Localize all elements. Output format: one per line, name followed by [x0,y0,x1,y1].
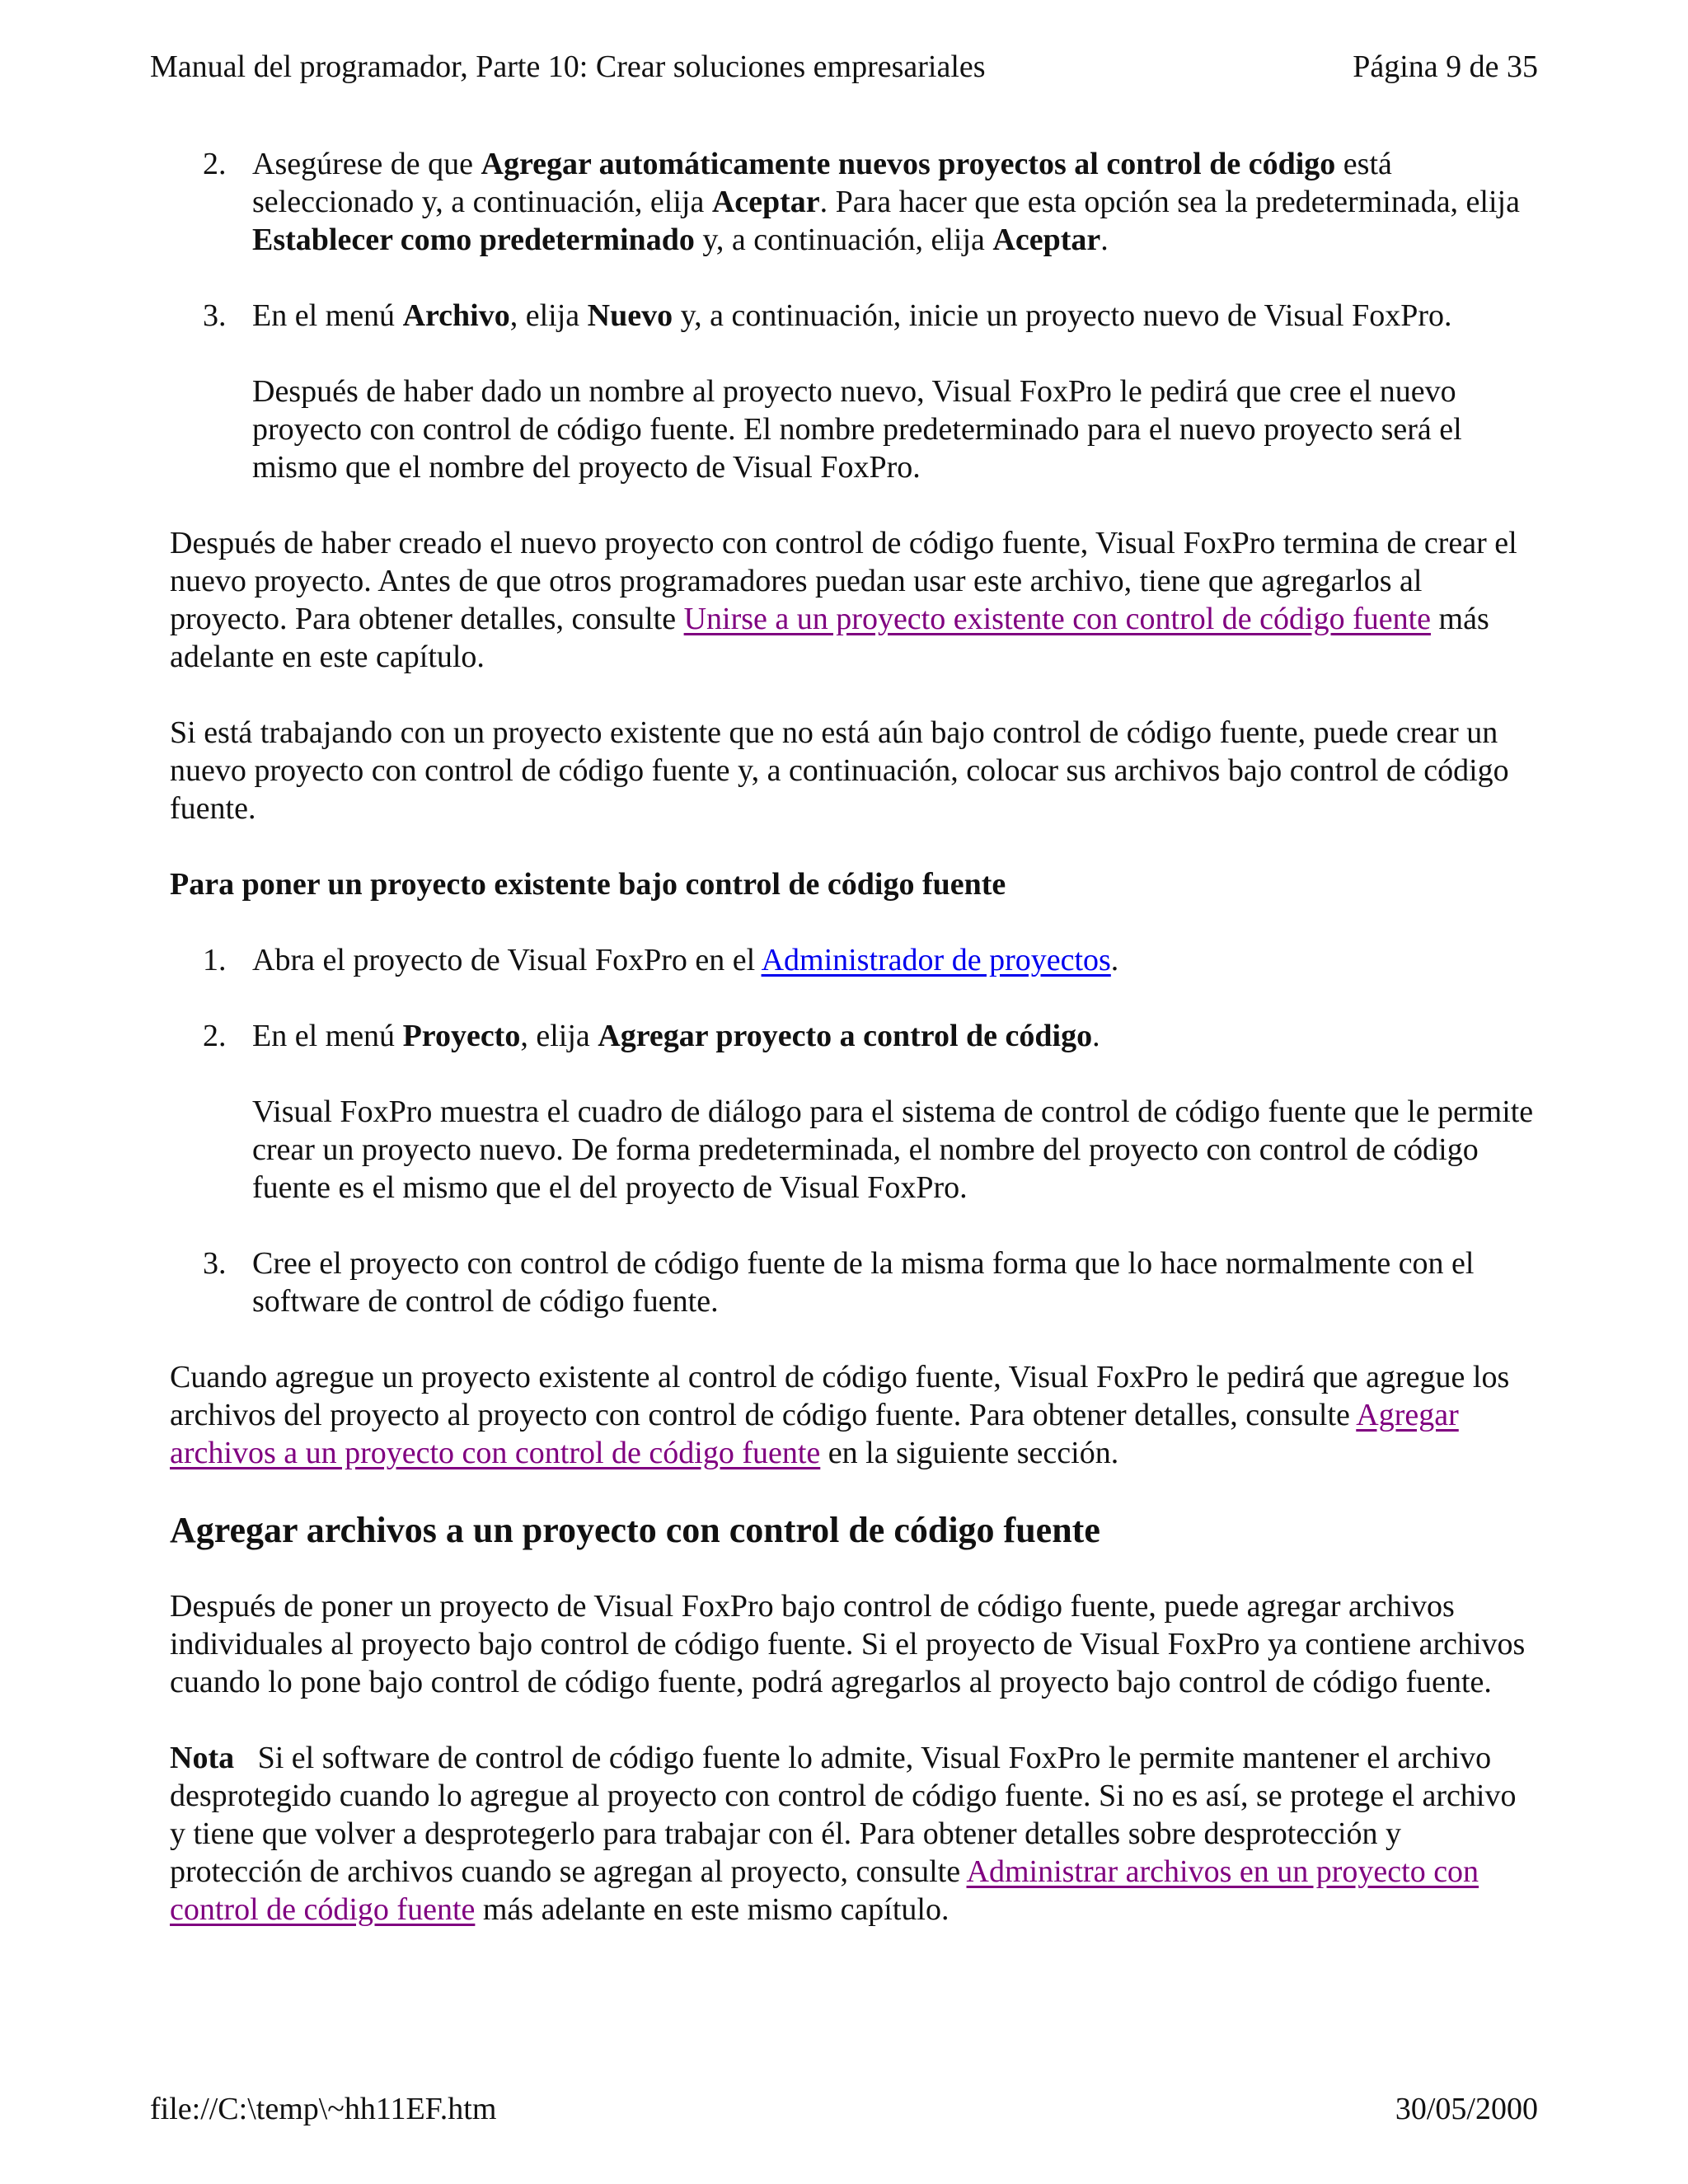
item-number: 2. [203,1019,227,1053]
steps-list-1 [170,145,1538,486]
ui-term: Agregar automáticamente nuevos proyectos al control de código [481,147,1336,181]
list-item-text: En el menú Proyecto, elija Agregar proyecto a control de código. [252,1019,1100,1053]
item-number: 1. [203,943,227,977]
file-path: file://C:\temp\~hh11EF.htm [150,2092,497,2126]
list-item [170,145,1538,259]
link-join-existing-project[interactable]: Unirse a un proyecto existente con control de código fuente [683,602,1432,636]
link-project-manager[interactable]: Administrador de proyectos [761,943,1111,977]
item-number: 3. [203,1246,227,1281]
link-add-files[interactable]: Agregar archivos a un proyecto con control de código fuente [170,1398,1459,1470]
document-body [170,145,1538,1966]
list-item-detail: Visual FoxPro muestra el cuadro de diálogo para el sistema de control de código fuente que le permite crear un proyecto nuevo. De forma predeterminada, el nombre del proyecto con control de código fuente es el mismo que el del proyecto de Visual FoxPro. [252,1094,1534,1205]
ui-term: Agregar proyecto a control de código [598,1019,1093,1053]
link-manage-files[interactable]: Administrar archivos en un proyecto con control de código fuente [170,1854,1479,1927]
ui-term: Nuevo [587,298,673,333]
list-item-text: Abra el proyecto de Visual FoxPro en el Administrador de proyectos. [252,943,1119,977]
ui-term: Aceptar [711,185,820,219]
paragraph: Después de haber creado el nuevo proyecto con control de código fuente, Visual FoxPro termina de crear el nuevo proyecto. Antes de que otros programadores puedan usar este archivo, tiene que agregarlos al proyecto. Para obtener detalles, consulte Unirse a un proyecto existente con control de código fuente más adelante en este capítulo. [170,526,1517,674]
list-item [170,1017,1538,1207]
list-item [170,941,1538,979]
document-title: Manual del programador, Parte 10: Crear soluciones empresariales [150,49,986,84]
item-number: 3. [203,298,227,333]
page-footer [150,2090,1538,2128]
ui-term: Aceptar [992,223,1101,257]
steps-list-2 [170,941,1538,1320]
list-item-text: Asegúrese de que Agregar automáticamente nuevos proyectos al control de código está seleccionado y, a continuación, elija Aceptar. Para hacer que esta opción sea la predeterminada, elija Establecer como predeterminado y, a continuación, elija Aceptar. [252,147,1520,257]
section-heading: Agregar archivos a un proyecto con control de código fuente [170,1510,1100,1550]
list-item-text: En el menú Archivo, elija Nuevo y, a continuación, inicie un proyecto nuevo de Visual FoxPro. [252,298,1452,333]
paragraph: Cuando agregue un proyecto existente al control de código fuente, Visual FoxPro le pedirá que agregue los archivos del proyecto al proyecto con control de código fuente. Para obtener detalles, consulte Agregar archivos a un proyecto con control de código fuente en la siguiente sección. [170,1360,1510,1470]
print-date: 30/05/2000 [1395,2092,1538,2126]
list-item [170,1244,1538,1320]
paragraph: Después de poner un proyecto de Visual FoxPro bajo control de código fuente, puede agregar archivos individuales al proyecto bajo control de código fuente. Si el proyecto de Visual FoxPro ya contiene archivos cuando lo pone bajo control de código fuente, podrá agregarlos al proyecto bajo control de código fuente. [170,1589,1526,1699]
note-paragraph: Nota Si el software de control de código fuente lo admite, Visual FoxPro le permite mantener el archivo desprotegido cuando lo agregue al proyecto con control de código fuente. Si no es así, se protege el archivo y tiene que volver a desprotegerlo para trabajar con él. Para obtener detalles sobre desprotección y protección de archivos cuando se agregan al proyecto, consulte Administrar archivos en un proyecto con control de código fuente más adelante en este mismo capítulo. [170,1741,1524,1927]
ui-term: Archivo [402,298,510,333]
ui-term: Establecer como predeterminado [252,223,695,257]
list-item [170,297,1538,486]
paragraph: Si está trabajando con un proyecto existente que no está aún bajo control de código fuente, puede crear un nuevo proyecto con control de código fuente y, a continuación, colocar sus archivos bajo control de código fuente. [170,715,1509,826]
ui-term: Proyecto [402,1019,521,1053]
procedure-heading: Para poner un proyecto existente bajo control de código fuente [170,867,1006,902]
list-item-text: Cree el proyecto con control de código fuente de la misma forma que lo hace normalmente con el software de control de código fuente. [252,1246,1475,1319]
page-header [150,48,1538,86]
list-item-detail: Después de haber dado un nombre al proyecto nuevo, Visual FoxPro le pedirá que cree el nuevo proyecto con control de código fuente. El nombre predeterminado para el nuevo proyecto será el mismo que el nombre del proyecto de Visual FoxPro. [252,374,1462,485]
page-number: Página 9 de 35 [1353,49,1538,84]
note-label: Nota [170,1741,235,1775]
item-number: 2. [203,147,227,181]
